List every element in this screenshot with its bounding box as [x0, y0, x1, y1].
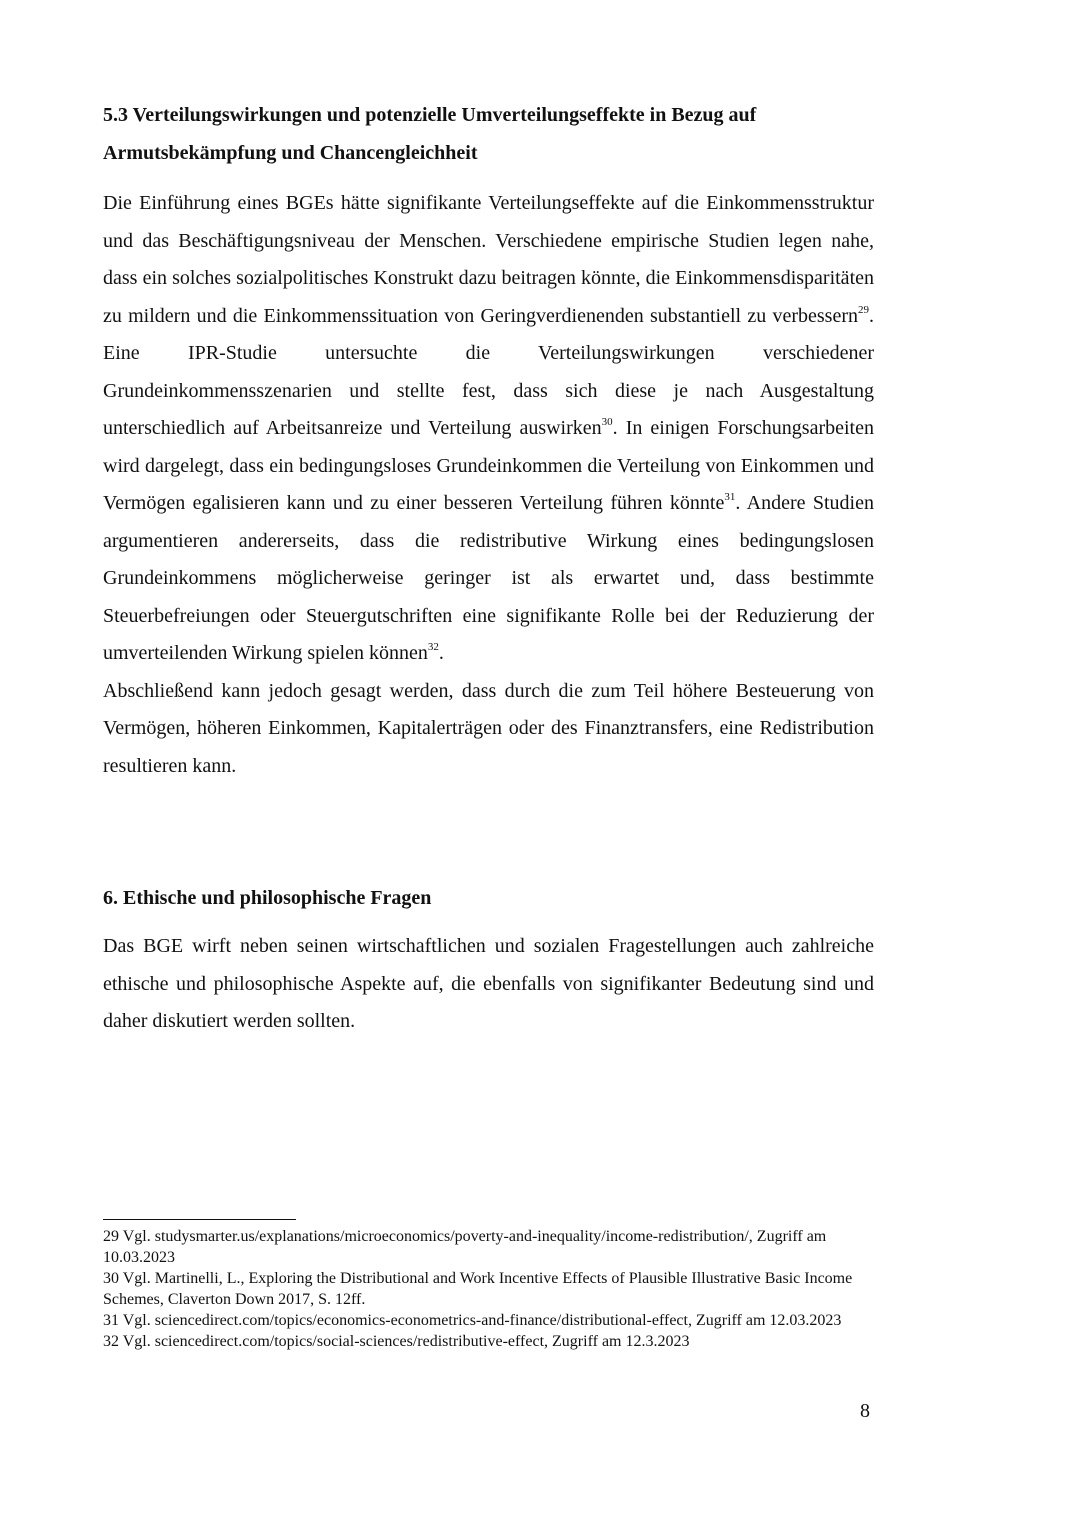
paragraph-text: . Eine IPR-Studie untersuchte die Verteilungswirkungen verschiedener Grundeinkommensszenarien und stellte fest, dass sich diese je nach Ausgestaltung unterschiedlich auf Arbeitsanreize und Verteilung auswirken	[103, 304, 874, 439]
page-number: 8	[860, 1400, 870, 1422]
body-paragraph	[103, 185, 874, 673]
footnote-ref[interactable]: 31	[724, 491, 736, 503]
section-heading: 6. Ethische und philosophische Fragen	[103, 887, 432, 909]
body-paragraph: Abschließend kann jedoch gesagt werden, dass durch die zum Teil höhere Besteuerung von Vermögen, höheren Einkommen, Kapitalerträgen oder des Finanztransfers, eine Redistribution resultieren kann.	[103, 679, 874, 777]
paragraph-text: . In einigen Forschungsarbeiten wird dargelegt, dass ein bedingungsloses Grundeinkommen die Verteilung von Einkommen und Vermögen egalisieren kann und zu einer besseren Verteilung führen könnte	[103, 417, 874, 514]
section-5-3	[103, 97, 874, 785]
footnotes	[103, 1226, 873, 1352]
footnote: 31 Vgl. sciencedirect.com/topics/economics-econometrics-and-finance/distributional-effect, Zugriff am 12.03.2023	[103, 1312, 842, 1329]
paragraph-text: . Andere Studien argumentieren andererseits, dass die redistributive Wirkung eines bedingungslosen Grundeinkommens möglicherweise geringer ist als erwartet und, dass bestimmte Steuerbefreiungen oder Steuergutschriften eine signifikante Rolle bei der Reduzierung der umverteilenden Wirkung spielen können	[103, 492, 874, 664]
footnote-ref[interactable]: 30	[601, 416, 613, 428]
footnote-ref[interactable]: 29	[858, 303, 869, 316]
body-paragraph: Das BGE wirft neben seinen wirtschaftlichen und sozialen Fragestellungen auch zahlreiche ethische und philosophische Aspekte auf, die ebenfalls von signifikanter Bedeutung sind und daher diskutiert werden sollten.	[103, 935, 874, 1032]
section-heading: 5.3 Verteilungswirkungen und potenzielle Umverteilungseffekte in Bezug auf Armutsbekämpfung und Chancengleichheit	[103, 104, 757, 164]
footnote: 29 Vgl. studysmarter.us/explanations/microeconomics/poverty-and-inequality/income-redistribution/, Zugriff am 10.03.2023	[103, 1228, 827, 1266]
footnote: 32 Vgl. sciencedirect.com/topics/social-sciences/redistributive-effect, Zugriff am 12.3.2023	[103, 1333, 690, 1350]
footnote-separator	[103, 1219, 296, 1220]
paragraph-text: .	[438, 642, 444, 664]
paragraph-text: Die Einführung eines BGEs hätte signifikante Verteilungseffekte auf die Einkommensstruktur und das Beschäftigungsniveau der Menschen. Verschiedene empirische Studien legen nahe, dass ein solches sozialpolitisches Konstrukt dazu beitragen könnte, die Einkommensdisparitäten zu mildern und die Einkommenssituation von Geringverdienenden substantiell zu verbessern	[103, 192, 874, 327]
footnote: 30 Vgl. Martinelli, L., Exploring the Distributional and Work Incentive Effects of Plausible Illustrative Basic Income Schemes, Claverton Down 2017, S. 12ff.	[103, 1270, 853, 1308]
footnote-ref[interactable]: 32	[427, 641, 439, 653]
